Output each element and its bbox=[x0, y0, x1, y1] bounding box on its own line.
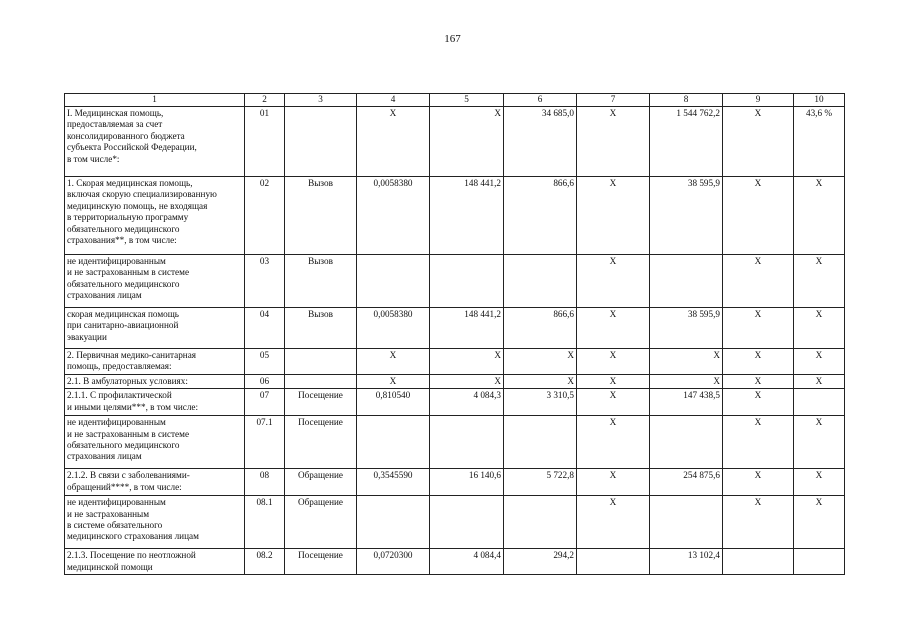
row-cell-col10: X bbox=[794, 255, 845, 308]
table-row bbox=[65, 107, 845, 177]
row-code-cell: 01 bbox=[245, 107, 285, 177]
row-cell-col7: X bbox=[577, 107, 650, 177]
row-cell-col6: 294,2 bbox=[504, 549, 577, 575]
row-cell-col5: X bbox=[430, 374, 504, 388]
column-header: 8 bbox=[650, 94, 723, 107]
row-unit-cell: Обращение bbox=[285, 496, 357, 549]
row-cell-col7: X bbox=[577, 416, 650, 469]
row-cell-col4: 0,810540 bbox=[357, 389, 430, 416]
table-body bbox=[65, 107, 845, 575]
row-cell-col8: 38 595,9 bbox=[650, 308, 723, 349]
row-code-cell: 08 bbox=[245, 469, 285, 496]
row-cell-col6: X bbox=[504, 349, 577, 375]
page-number: 167 bbox=[444, 33, 461, 45]
row-code-cell: 05 bbox=[245, 349, 285, 375]
row-unit-cell bbox=[285, 107, 357, 177]
row-cell-col6 bbox=[504, 255, 577, 308]
row-cell-col10: X bbox=[794, 416, 845, 469]
row-cell-col8: X bbox=[650, 349, 723, 375]
table-header-row bbox=[65, 94, 845, 107]
row-unit-cell bbox=[285, 374, 357, 388]
row-cell-col9: X bbox=[723, 374, 794, 388]
row-cell-col10: X bbox=[794, 374, 845, 388]
row-name-cell: 2.1. В амбулаторных условиях: bbox=[65, 374, 245, 388]
row-cell-col8 bbox=[650, 255, 723, 308]
row-cell-col5: X bbox=[430, 349, 504, 375]
row-name-cell: скорая медицинская помощь при санитарно-авиационной эвакуации bbox=[65, 308, 245, 349]
row-cell-col4: 0,0720300 bbox=[357, 549, 430, 575]
row-cell-col9: X bbox=[723, 107, 794, 177]
row-name-cell: 2.1.3. Посещение по неотложной медицинской помощи bbox=[65, 549, 245, 575]
row-cell-col6 bbox=[504, 416, 577, 469]
row-cell-col9 bbox=[723, 549, 794, 575]
row-name-cell: не идентифицированным и не застрахованным в системе обязательного медицинского страхования лицам bbox=[65, 496, 245, 549]
table-row bbox=[65, 374, 845, 388]
row-cell-col4: X bbox=[357, 349, 430, 375]
row-cell-col5: 148 441,2 bbox=[430, 177, 504, 255]
row-cell-col8: 38 595,9 bbox=[650, 177, 723, 255]
table-row bbox=[65, 549, 845, 575]
row-code-cell: 08.2 bbox=[245, 549, 285, 575]
column-header: 6 bbox=[504, 94, 577, 107]
row-cell-col5: 16 140,6 bbox=[430, 469, 504, 496]
row-cell-col10 bbox=[794, 549, 845, 575]
row-cell-col10: X bbox=[794, 469, 845, 496]
row-cell-col4 bbox=[357, 416, 430, 469]
row-cell-col9: X bbox=[723, 349, 794, 375]
row-cell-col10: X bbox=[794, 177, 845, 255]
row-name-cell: 1. Скорая медицинская помощь, включая скорую специализированную медицинскую помощь, не входящая в территориальную программу обязательного медицинского страхования**, в том числе: bbox=[65, 177, 245, 255]
row-code-cell: 06 bbox=[245, 374, 285, 388]
row-cell-col6: 5 722,8 bbox=[504, 469, 577, 496]
table-row bbox=[65, 469, 845, 496]
row-cell-col7: X bbox=[577, 374, 650, 388]
row-cell-col6 bbox=[504, 496, 577, 549]
row-cell-col7 bbox=[577, 549, 650, 575]
row-cell-col9: X bbox=[723, 496, 794, 549]
row-cell-col10 bbox=[794, 389, 845, 416]
table-row bbox=[65, 255, 845, 308]
row-cell-col6: 3 310,5 bbox=[504, 389, 577, 416]
row-cell-col5: 148 441,2 bbox=[430, 308, 504, 349]
row-cell-col4: 0,0058380 bbox=[357, 177, 430, 255]
row-code-cell: 02 bbox=[245, 177, 285, 255]
row-cell-col7: X bbox=[577, 255, 650, 308]
row-name-cell: не идентифицированным и не застрахованным в системе обязательного медицинского страхования лицам bbox=[65, 416, 245, 469]
table-row bbox=[65, 389, 845, 416]
table-row bbox=[65, 177, 845, 255]
table-row bbox=[65, 349, 845, 375]
row-cell-col6: 866,6 bbox=[504, 308, 577, 349]
table-row bbox=[65, 416, 845, 469]
row-cell-col9: X bbox=[723, 416, 794, 469]
row-cell-col6: 34 685,0 bbox=[504, 107, 577, 177]
row-cell-col5 bbox=[430, 496, 504, 549]
table-row bbox=[65, 308, 845, 349]
row-cell-col5 bbox=[430, 255, 504, 308]
row-unit-cell bbox=[285, 349, 357, 375]
row-cell-col8: 254 875,6 bbox=[650, 469, 723, 496]
column-header: 4 bbox=[357, 94, 430, 107]
row-code-cell: 07 bbox=[245, 389, 285, 416]
row-cell-col9: X bbox=[723, 177, 794, 255]
row-cell-col4: X bbox=[357, 374, 430, 388]
row-cell-col5 bbox=[430, 416, 504, 469]
row-cell-col8: 1 544 762,2 bbox=[650, 107, 723, 177]
row-unit-cell: Вызов bbox=[285, 308, 357, 349]
column-header: 1 bbox=[65, 94, 245, 107]
row-cell-col7: X bbox=[577, 469, 650, 496]
row-unit-cell: Посещение bbox=[285, 549, 357, 575]
row-name-cell: I. Медицинская помощь, предоставляемая за счет консолидированного бюджета субъекта Российской Федерации, в том числе*: bbox=[65, 107, 245, 177]
row-cell-col4: X bbox=[357, 107, 430, 177]
row-cell-col5: 4 084,4 bbox=[430, 549, 504, 575]
row-cell-col8 bbox=[650, 416, 723, 469]
row-cell-col9: X bbox=[723, 308, 794, 349]
row-code-cell: 04 bbox=[245, 308, 285, 349]
row-cell-col8: X bbox=[650, 374, 723, 388]
row-unit-cell: Вызов bbox=[285, 255, 357, 308]
row-name-cell: не идентифицированным и не застрахованным в системе обязательного медицинского страхования лицам bbox=[65, 255, 245, 308]
row-cell-col10: 43,6 % bbox=[794, 107, 845, 177]
table-row bbox=[65, 496, 845, 549]
row-cell-col7: X bbox=[577, 308, 650, 349]
row-cell-col7: X bbox=[577, 177, 650, 255]
row-name-cell: 2.1.2. В связи с заболеваниями- обращений****, в том числе: bbox=[65, 469, 245, 496]
column-header: 2 bbox=[245, 94, 285, 107]
column-header: 5 bbox=[430, 94, 504, 107]
row-cell-col4: 0,3545590 bbox=[357, 469, 430, 496]
row-cell-col5: X bbox=[430, 107, 504, 177]
row-cell-col4: 0,0058380 bbox=[357, 308, 430, 349]
row-unit-cell: Вызов bbox=[285, 177, 357, 255]
row-cell-col8: 13 102,4 bbox=[650, 549, 723, 575]
row-cell-col7: X bbox=[577, 389, 650, 416]
row-cell-col9: X bbox=[723, 469, 794, 496]
row-code-cell: 08.1 bbox=[245, 496, 285, 549]
row-code-cell: 07.1 bbox=[245, 416, 285, 469]
row-cell-col8: 147 438,5 bbox=[650, 389, 723, 416]
row-cell-col5: 4 084,3 bbox=[430, 389, 504, 416]
row-cell-col9: X bbox=[723, 389, 794, 416]
row-name-cell: 2. Первичная медико-санитарная помощь, предоставляемая: bbox=[65, 349, 245, 375]
row-cell-col6: X bbox=[504, 374, 577, 388]
row-cell-col10: X bbox=[794, 496, 845, 549]
row-cell-col4 bbox=[357, 255, 430, 308]
column-header: 10 bbox=[794, 94, 845, 107]
row-name-cell: 2.1.1. С профилактической и иными целями***, в том числе: bbox=[65, 389, 245, 416]
row-cell-col7: X bbox=[577, 349, 650, 375]
column-header: 9 bbox=[723, 94, 794, 107]
row-unit-cell: Посещение bbox=[285, 389, 357, 416]
row-cell-col8 bbox=[650, 496, 723, 549]
row-cell-col4 bbox=[357, 496, 430, 549]
row-cell-col7: X bbox=[577, 496, 650, 549]
row-cell-col10: X bbox=[794, 349, 845, 375]
row-code-cell: 03 bbox=[245, 255, 285, 308]
row-cell-col6: 866,6 bbox=[504, 177, 577, 255]
data-table bbox=[64, 93, 845, 575]
row-cell-col9: X bbox=[723, 255, 794, 308]
column-header: 7 bbox=[577, 94, 650, 107]
row-unit-cell: Посещение bbox=[285, 416, 357, 469]
row-unit-cell: Обращение bbox=[285, 469, 357, 496]
row-cell-col10: X bbox=[794, 308, 845, 349]
column-header: 3 bbox=[285, 94, 357, 107]
